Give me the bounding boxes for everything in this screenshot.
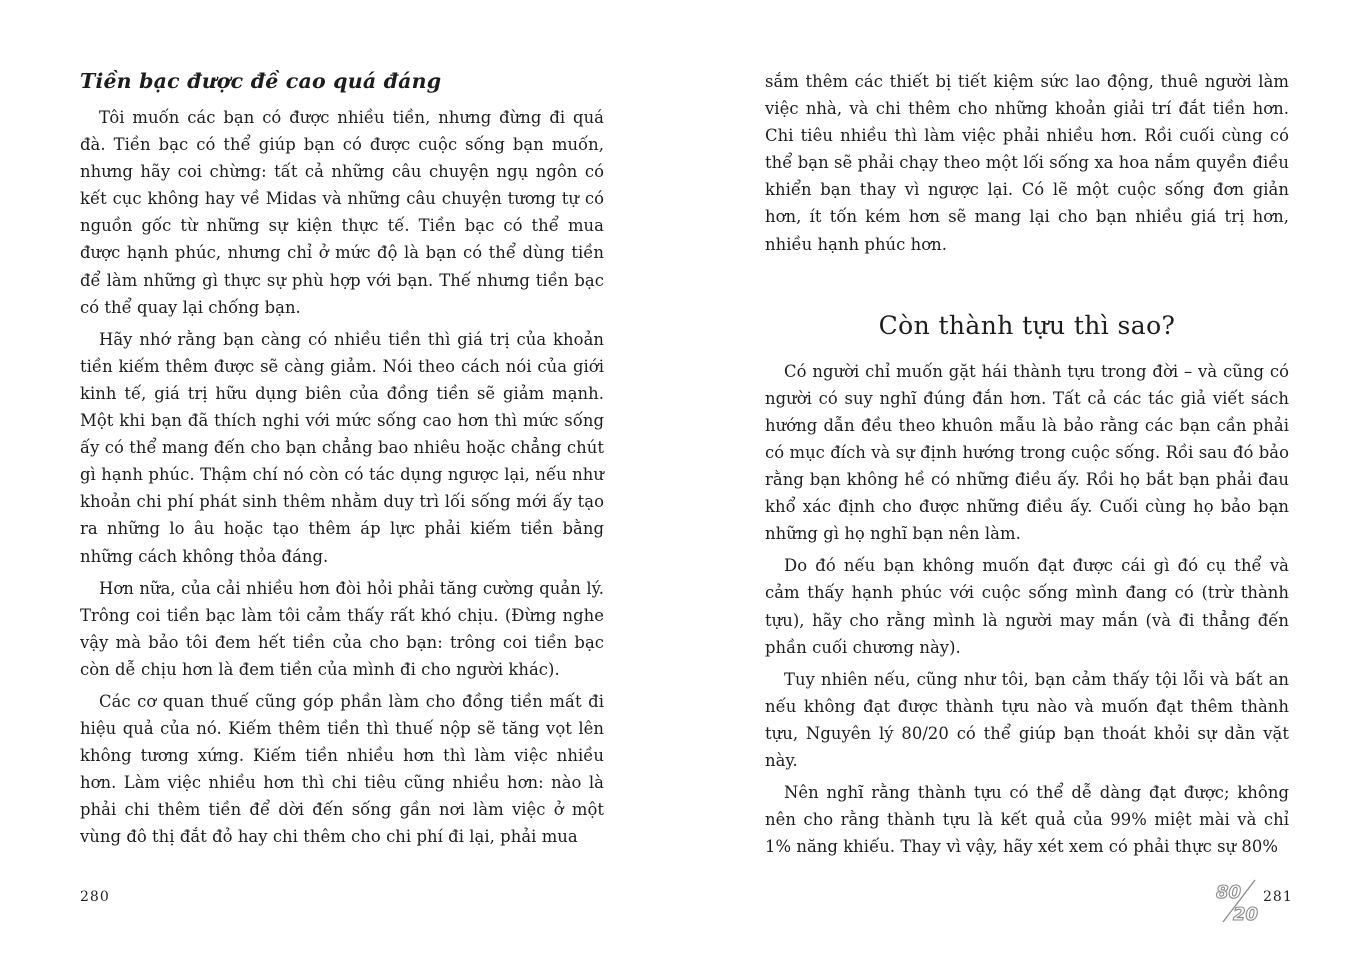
page-number-left: 280 (80, 889, 110, 905)
paragraph: Do đó nếu bạn không muốn đạt được cái gì đó cụ thể và cảm thấy hạnh phúc với cuộc sống mình đang có (trừ thành tựu), hãy cho rằng mình là người may mắn (và đi thẳng đến phần cuối chương này). (765, 556, 1289, 657)
right-text-column (765, 68, 1289, 865)
section-heading-money: Tiền bạc được đề cao quá đáng (80, 69, 442, 93)
80-20-logo (1213, 877, 1263, 925)
paragraph: Hãy nhớ rằng bạn càng có nhiều tiền thì giá trị của khoản tiền kiếm thêm được sẽ càng giảm. Nói theo cách nói của giới kinh tế, giá trị hữu dụng biên của đồng tiền sẽ giảm mạnh. Một khi bạn đã thích nghi với mức sống cao hơn thì mức sống ấy có thể mang đến cho bạn chẳng bao nhiêu hoặc chẳng chút gì hạnh phúc. Thậm chí nó còn có tác dụng ngược lại, nếu như khoản chi phí phát sinh thêm nhằm duy trì lối sống mới ấy tạo ra những lo âu hoặc tạo thêm áp lực phải kiếm tiền bằng những cách không thỏa đáng. (80, 329, 604, 566)
logo-bottom-digits: 20 (1233, 904, 1259, 925)
continued-paragraph: sắm thêm các thiết bị tiết kiệm sức lao động, thuê người làm việc nhà, và chi thêm cho những khoản giải trí đắt tiền hơn. Chi tiêu nhiều thì làm việc phải nhiều hơn. Rồi cuối cùng có thể bạn sẽ phải chạy theo một lối sống xa hoa nắm quyền điều khiển bạn thay vì ngược lại. Có lẽ một cuộc sống đơn giản hơn, ít tốn kém hơn sẽ mang lại cho bạn nhiều giá trị hơn, nhiều hạnh phúc hơn. (765, 72, 1289, 254)
logo-top-digits: 80 (1216, 882, 1242, 903)
paragraph: Tôi muốn các bạn có được nhiều tiền, nhưng đừng đi quá đà. Tiền bạc có thể giúp bạn có được cuộc sống bạn muốn, nhưng hãy coi chừng: tất cả những câu chuyện ngụ ngôn có kết cục không hay về Midas và những câu chuyện tương tự có nguồn gốc từ những sự kiện thực tế. Tiền bạc có thể mua được hạnh phúc, nhưng chỉ ở mức độ là bạn có thể dùng tiền để làm những gì thực sự phù hợp với bạn. Thế nhưng tiền bạc có thể quay lại chống bạn. (80, 108, 604, 317)
paragraph: Hơn nữa, của cải nhiều hơn đòi hỏi phải tăng cường quản lý. Trông coi tiền bạc làm tôi cảm thấy rất khó chịu. (Đừng nghe vậy mà bảo tôi đem hết tiền của cho bạn: trông coi tiền bạc còn dễ chịu hơn là đem tiền của mình đi cho người khác). (80, 578, 604, 679)
left-text-column (80, 66, 604, 856)
paragraph: Nên nghĩ rằng thành tựu có thể dễ dàng đạt được; không nên cho rằng thành tựu là kết quả của 99% miệt mài và chỉ 1% năng khiếu. Thay vì vậy, hãy xét xem có phải thực sự 80% (765, 783, 1289, 857)
page-number-right: 281 (1263, 889, 1293, 905)
section-heading-achievement: Còn thành tựu thì sao? (878, 310, 1176, 340)
paragraph: Tuy nhiên nếu, cũng như tôi, bạn cảm thấy tội lỗi và bất an nếu không đạt được thành tựu nào và muốn đạt thêm thành tựu, Nguyên lý 80/20 có thể giúp bạn thoát khỏi sự dằn vặt này. (765, 669, 1289, 770)
paragraph: Các cơ quan thuế cũng góp phần làm cho đồng tiền mất đi hiệu quả của nó. Kiếm thêm tiền thì thuế nộp sẽ tăng vọt lên không tương xứng. Kiếm tiền nhiều hơn thì làm việc nhiều hơn. Làm việc nhiều hơn thì chi tiêu cũng nhiều hơn: nào là phải chi thêm tiền để dời đến sống gần nơi làm việc ở một vùng đô thị đắt đỏ hay chi thêm cho chi phí đi lại, phải mua (80, 691, 604, 847)
paragraph: Có người chỉ muốn gặt hái thành tựu trong đời – và cũng có người có suy nghĩ đúng đắn hơn. Tất cả các tác giả viết sách hướng dẫn đều theo khuôn mẫu là bảo rằng các bạn cần phải có mục đích và sự định hướng trong cuộc sống. Rồi sau đó bảo rằng bạn không hề có những điều ấy. Rồi họ bắt bạn phải đau khổ xác định cho được những điều ấy. Cuối cùng họ bảo bạn những gì họ nghĩ bạn nên làm. (765, 361, 1289, 544)
right-page (685, 0, 1370, 969)
